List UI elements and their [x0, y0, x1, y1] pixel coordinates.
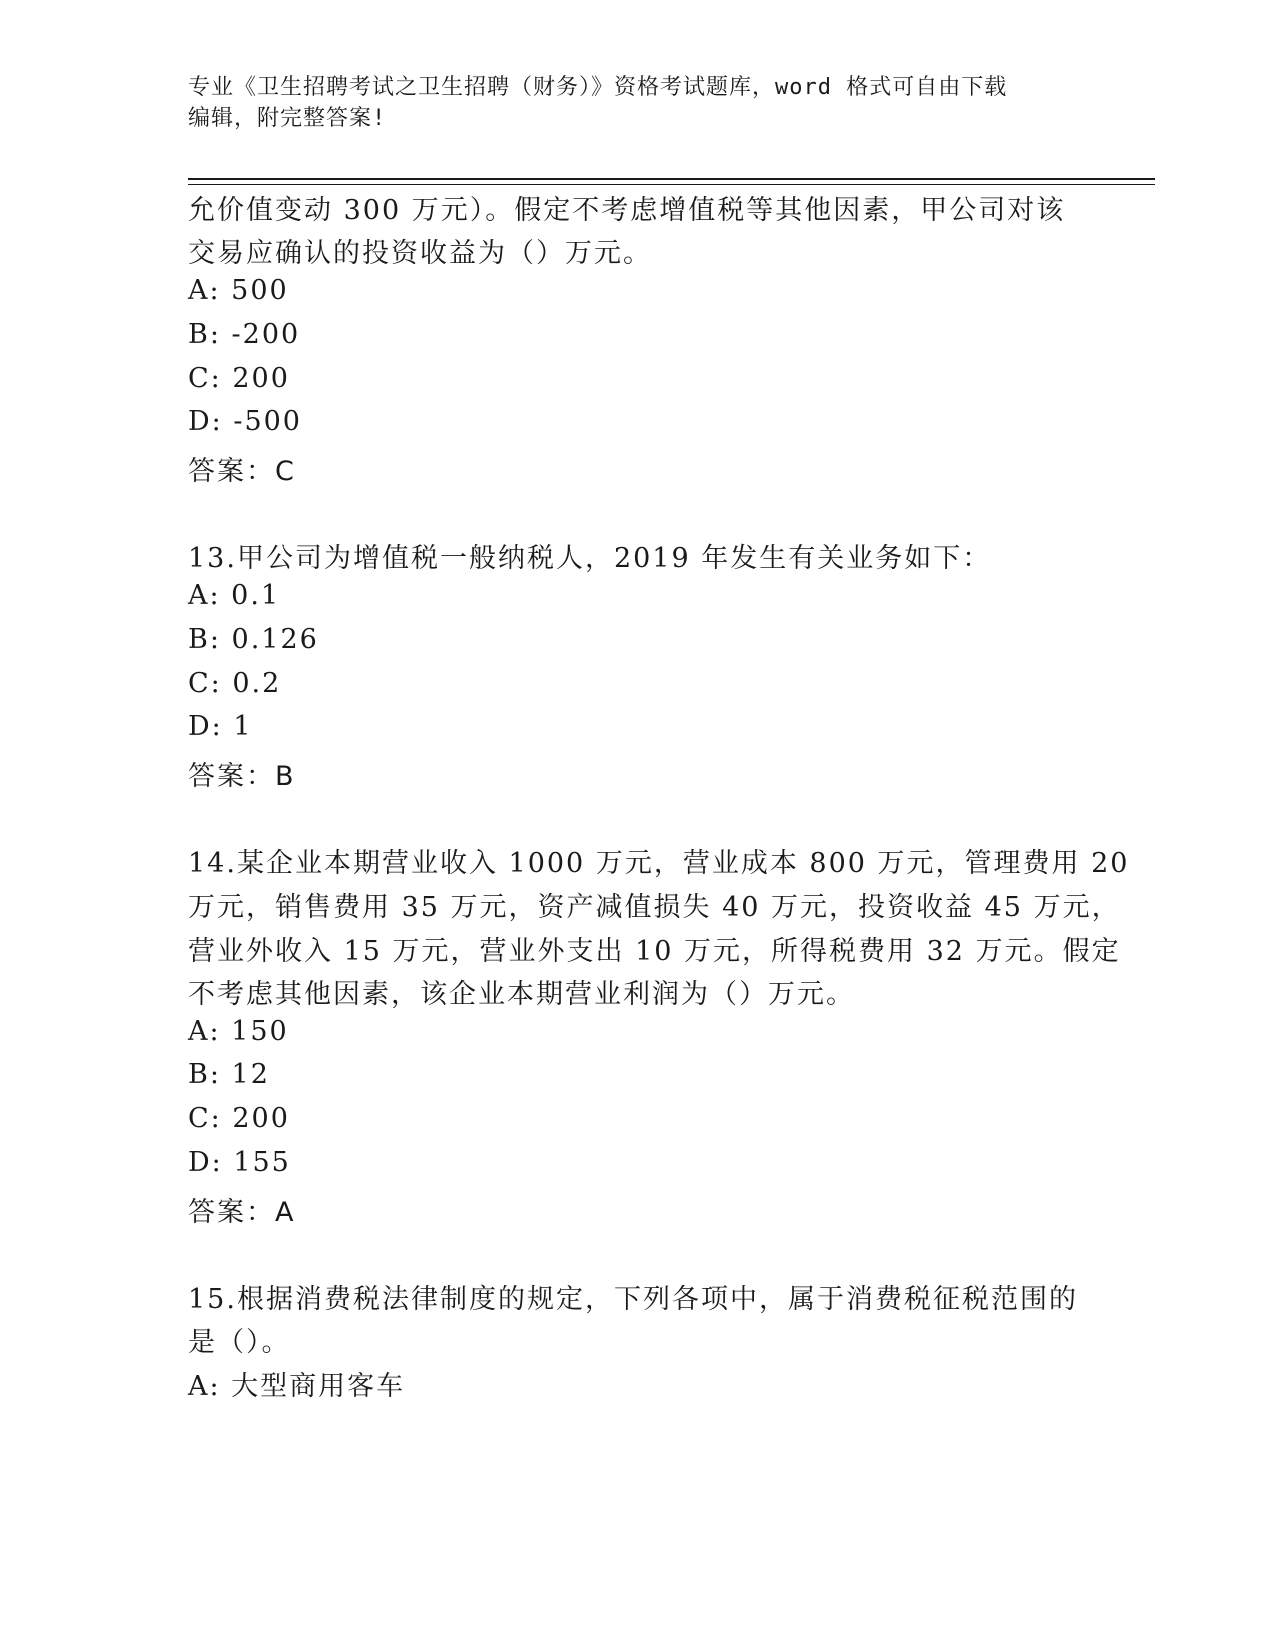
q13-stem-line-1: 13.甲公司为增值税一般纳税人，2019 年发生有关业务如下：: [188, 543, 992, 574]
q14-option-c: C: 200: [188, 1103, 290, 1134]
q14-option-b: B: 12: [188, 1059, 270, 1090]
q14-stem-line-1: 14.某企业本期营业收入 1000 万元，营业成本 800 万元，管理费用 20: [188, 848, 1130, 879]
header-line-1: 专业《卫生招聘考试之卫生招聘（财务）》资格考试题库，word 格式可自由下载: [188, 75, 1008, 100]
q12-option-c: C: 200: [188, 363, 290, 394]
q13-option-c: C: 0.2: [188, 668, 282, 699]
q13-option-a: A: 0.1: [188, 580, 281, 611]
q12-answer: 答案：C: [188, 456, 296, 487]
q14-option-a: A: 150: [188, 1016, 289, 1047]
document-header: [188, 72, 1088, 134]
q13-option-d: D: 1: [188, 711, 253, 742]
q12-option-a: A: 500: [188, 275, 289, 306]
q12-stem-line-1: 允价值变动 300 万元）。假定不考虑增值税等其他因素，甲公司对该: [188, 195, 1066, 226]
q14-stem-line-3: 营业外收入 15 万元，营业外支出 10 万元，所得税费用 32 万元。假定: [188, 936, 1121, 967]
q14-stem-line-4: 不考虑其他因素，该企业本期营业利润为（）万元。: [188, 979, 855, 1010]
q14-option-d: D: 155: [188, 1147, 291, 1178]
q14-stem-line-2: 万元，销售费用 35 万元，资产减值损失 40 万元，投资收益 45 万元，: [188, 892, 1121, 923]
q14-answer: 答案：A: [188, 1197, 296, 1228]
q13-option-b: B: 0.126: [188, 624, 319, 655]
q12-option-d: D: -500: [188, 406, 302, 437]
q12-stem-line-2: 交易应确认的投资收益为（）万元。: [188, 238, 652, 269]
q13-answer: 答案：B: [188, 761, 296, 792]
q15-stem-line-1: 15.根据消费税法律制度的规定，下列各项中，属于消费税征税范围的: [188, 1284, 1078, 1315]
q15-option-a: A: 大型商用客车: [188, 1371, 406, 1402]
header-line-2: 编辑，附完整答案!: [188, 106, 387, 131]
header-rule-thin: [188, 184, 1155, 185]
q12-option-b: B: -200: [188, 319, 301, 350]
q15-stem-line-2: 是（）。: [188, 1327, 291, 1358]
header-rule-thick: [188, 178, 1155, 180]
